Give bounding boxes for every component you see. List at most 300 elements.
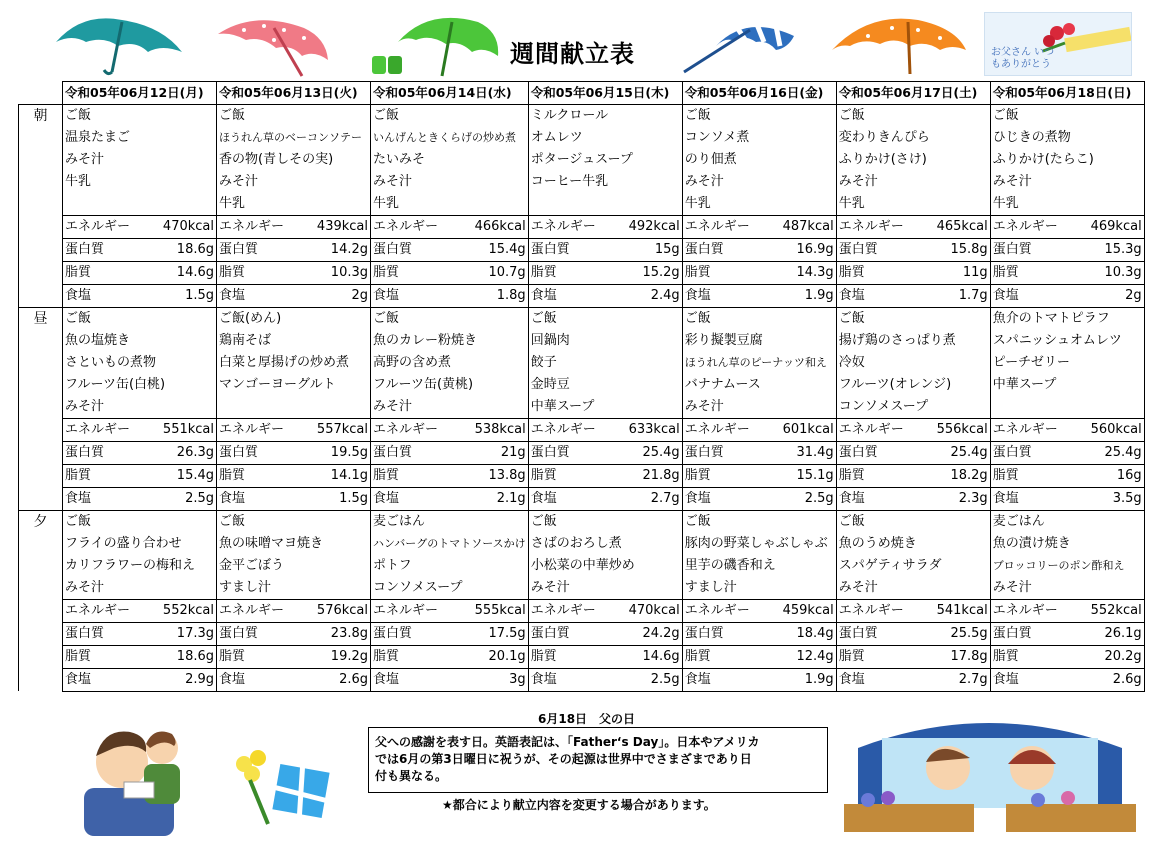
nutrient-value: 18.6g bbox=[147, 238, 217, 261]
nutrition-row bbox=[19, 668, 1145, 691]
nutrient-value: 14.2g bbox=[301, 238, 371, 261]
nutrient-value: 18.4g bbox=[766, 622, 836, 645]
nutrient-label: 脂質 bbox=[990, 464, 1074, 487]
dish-cell: 魚のうめ焼き bbox=[836, 533, 990, 555]
dish-cell: 魚のカレー粉焼き bbox=[371, 330, 529, 352]
nutrient-value: 2g bbox=[301, 284, 371, 307]
nutrient-value: 2.6g bbox=[301, 668, 371, 691]
nutrient-label: 食塩 bbox=[682, 284, 766, 307]
nutrient-label: 脂質 bbox=[371, 464, 457, 487]
nutrient-value: 2.9g bbox=[147, 668, 217, 691]
nutrient-value: 2.4g bbox=[612, 284, 682, 307]
nutrient-value: 2.5g bbox=[612, 668, 682, 691]
nutrient-label: 蛋白質 bbox=[990, 238, 1074, 261]
nutrient-value: 10.3g bbox=[301, 261, 371, 284]
dish-row bbox=[19, 307, 1145, 330]
event-message-line: 父への感謝を表す日。英語表記は、「Father‘s Day」。日本やアメリカ bbox=[375, 735, 760, 749]
dish-cell: ブロッコリーのポン酢和え bbox=[990, 555, 1144, 577]
nutrient-label: 蛋白質 bbox=[63, 441, 147, 464]
nutrient-value: 633kcal bbox=[612, 418, 682, 441]
umbrella-green-icon bbox=[368, 12, 504, 78]
event-message-line: では6月の第3日曜日に祝うが、その起源は世界中でさまざまであり日 bbox=[375, 752, 752, 766]
nutrient-label: エネルギー bbox=[528, 599, 612, 622]
nutrient-label: 食塩 bbox=[528, 668, 612, 691]
nutrient-label: 脂質 bbox=[63, 645, 147, 668]
nutrient-value: 21.8g bbox=[612, 464, 682, 487]
dish-cell: 白菜と厚揚げの炒め煮 bbox=[217, 352, 371, 374]
umbrella-orange-icon bbox=[828, 14, 970, 78]
nutrient-value: 25.4g bbox=[612, 441, 682, 464]
nutrient-value: 31.4g bbox=[766, 441, 836, 464]
event-message-line: 付も異なる。 bbox=[375, 769, 448, 783]
meal-label: 朝 bbox=[19, 104, 63, 307]
nutrient-label: 脂質 bbox=[990, 645, 1074, 668]
nutrient-label: 食塩 bbox=[836, 487, 920, 510]
nutrient-value: 492kcal bbox=[612, 215, 682, 238]
dish-cell: いんげんときくらげの炒め煮 bbox=[371, 127, 529, 149]
meal-label: 夕 bbox=[19, 510, 63, 691]
nutrient-label: 脂質 bbox=[836, 261, 920, 284]
header bbox=[0, 0, 1161, 80]
nutrient-label: エネルギー bbox=[528, 215, 612, 238]
nutrient-value: 470kcal bbox=[612, 599, 682, 622]
nutrient-label: 脂質 bbox=[528, 464, 612, 487]
nutrient-label: エネルギー bbox=[63, 599, 147, 622]
nutrient-label: 脂質 bbox=[528, 261, 612, 284]
dish-cell: 金平ごぼう bbox=[217, 555, 371, 577]
dish-cell: カリフラワーの梅和え bbox=[63, 555, 217, 577]
day-date-header: 令和05年06月17日(土) bbox=[836, 82, 990, 105]
dish-cell: ご飯 bbox=[371, 104, 529, 127]
nutrient-value: 576kcal bbox=[301, 599, 371, 622]
nutrient-label: 蛋白質 bbox=[63, 238, 147, 261]
nutrient-label: 脂質 bbox=[63, 464, 147, 487]
nutrient-value: 26.1g bbox=[1074, 622, 1144, 645]
dish-row bbox=[19, 555, 1145, 577]
nutrient-value: 19.5g bbox=[301, 441, 371, 464]
dish-cell: ご飯 bbox=[63, 510, 217, 533]
nutrient-label: 蛋白質 bbox=[836, 622, 920, 645]
banner-text: お父さん いつもありがとう bbox=[991, 47, 1055, 70]
nutrient-label: 脂質 bbox=[990, 261, 1074, 284]
day-date-header: 令和05年06月15日(木) bbox=[528, 82, 682, 105]
nutrient-label: エネルギー bbox=[836, 215, 920, 238]
nutrient-value: 2.1g bbox=[457, 487, 529, 510]
dish-cell: すまし汁 bbox=[682, 577, 836, 600]
dish-cell: のり佃煮 bbox=[682, 149, 836, 171]
dish-cell: 香の物(青しその実) bbox=[217, 149, 371, 171]
nutrient-label: エネルギー bbox=[217, 418, 301, 441]
nutrient-value: 1.5g bbox=[147, 284, 217, 307]
dish-cell: みそ汁 bbox=[528, 577, 682, 600]
nutrient-value: 21g bbox=[457, 441, 529, 464]
nutrient-value: 541kcal bbox=[920, 599, 990, 622]
dish-cell: 彩り擬製豆腐 bbox=[682, 330, 836, 352]
day-date-header: 令和05年06月16日(金) bbox=[682, 82, 836, 105]
dish-cell: ご飯 bbox=[682, 104, 836, 127]
dish-cell: 牛乳 bbox=[990, 193, 1144, 216]
nutrient-label: エネルギー bbox=[371, 599, 457, 622]
dish-row bbox=[19, 171, 1145, 193]
nutrient-label: エネルギー bbox=[528, 418, 612, 441]
dish-cell: ご飯 bbox=[63, 307, 217, 330]
nutrient-label: 食塩 bbox=[528, 284, 612, 307]
nutrient-value: 556kcal bbox=[920, 418, 990, 441]
dish-cell: オムレツ bbox=[528, 127, 682, 149]
dish-cell: みそ汁 bbox=[63, 396, 217, 419]
dish-cell: みそ汁 bbox=[836, 171, 990, 193]
nutrient-value: 15.8g bbox=[920, 238, 990, 261]
nutrient-label: エネルギー bbox=[682, 599, 766, 622]
nutrient-value: 10.3g bbox=[1074, 261, 1144, 284]
nutrition-row bbox=[19, 418, 1145, 441]
nutrient-value: 26.3g bbox=[147, 441, 217, 464]
nutrient-value: 16.9g bbox=[766, 238, 836, 261]
nutrient-label: 食塩 bbox=[371, 284, 457, 307]
fathers-day-banner bbox=[984, 12, 1132, 76]
nutrient-label: 蛋白質 bbox=[217, 622, 301, 645]
nutrient-value: 15.4g bbox=[457, 238, 529, 261]
nutrient-value: 469kcal bbox=[1074, 215, 1144, 238]
nutrient-label: エネルギー bbox=[682, 215, 766, 238]
nutrient-label: 食塩 bbox=[217, 284, 301, 307]
dish-cell: ご飯 bbox=[682, 307, 836, 330]
dish-row bbox=[19, 330, 1145, 352]
nutrient-value: 14.1g bbox=[301, 464, 371, 487]
event-message bbox=[368, 727, 828, 793]
nutrient-label: 食塩 bbox=[836, 668, 920, 691]
dish-cell: 変わりきんぴら bbox=[836, 127, 990, 149]
dish-cell: ハンバーグのトマトソースかけ bbox=[371, 533, 529, 555]
nutrient-label: 蛋白質 bbox=[990, 622, 1074, 645]
dish-cell: みそ汁 bbox=[371, 396, 529, 419]
dish-cell: みそ汁 bbox=[371, 171, 529, 193]
day-date-header: 令和05年06月18日(日) bbox=[990, 82, 1144, 105]
corner-cell bbox=[19, 82, 63, 105]
nutrient-value: 465kcal bbox=[920, 215, 990, 238]
dish-cell: コンソメ煮 bbox=[682, 127, 836, 149]
nutrient-label: エネルギー bbox=[990, 418, 1074, 441]
dish-cell: みそ汁 bbox=[63, 577, 217, 600]
nutrient-label: エネルギー bbox=[217, 599, 301, 622]
dish-cell: 牛乳 bbox=[217, 193, 371, 216]
nutrient-label: 蛋白質 bbox=[371, 238, 457, 261]
dish-cell: みそ汁 bbox=[990, 577, 1144, 600]
page-title: 週間献立表 bbox=[510, 40, 635, 68]
dish-cell: みそ汁 bbox=[63, 149, 217, 171]
nutrient-value: 2.5g bbox=[147, 487, 217, 510]
nutrient-value: 18.6g bbox=[147, 645, 217, 668]
dish-cell: コーヒー牛乳 bbox=[528, 171, 682, 193]
nutrition-row bbox=[19, 261, 1145, 284]
dish-cell: ピーチゼリー bbox=[990, 352, 1144, 374]
nutrient-value: 557kcal bbox=[301, 418, 371, 441]
nutrient-value: 551kcal bbox=[147, 418, 217, 441]
nutrient-value: 17.5g bbox=[457, 622, 529, 645]
nutrient-value: 601kcal bbox=[766, 418, 836, 441]
nutrient-value: 15.3g bbox=[1074, 238, 1144, 261]
nutrient-value: 552kcal bbox=[147, 599, 217, 622]
nutrient-value: 1.9g bbox=[766, 668, 836, 691]
nutrient-label: 食塩 bbox=[528, 487, 612, 510]
dish-cell: 高野の含め煮 bbox=[371, 352, 529, 374]
dish-cell: たいみそ bbox=[371, 149, 529, 171]
nutrient-label: エネルギー bbox=[990, 215, 1074, 238]
dish-cell: ご飯(めん) bbox=[217, 307, 371, 330]
nutrient-label: 蛋白質 bbox=[682, 441, 766, 464]
nutrient-label: 蛋白質 bbox=[63, 622, 147, 645]
day-date-header: 令和05年06月13日(火) bbox=[217, 82, 371, 105]
nutrient-value: 3g bbox=[457, 668, 529, 691]
nutrient-label: 脂質 bbox=[217, 261, 301, 284]
dish-cell: 牛乳 bbox=[63, 171, 217, 193]
nutrient-value: 2.5g bbox=[766, 487, 836, 510]
nutrient-label: 食塩 bbox=[990, 668, 1074, 691]
nutrient-value: 15g bbox=[612, 238, 682, 261]
nutrient-label: 蛋白質 bbox=[682, 238, 766, 261]
dish-cell: 里芋の磯香和え bbox=[682, 555, 836, 577]
dish-cell: 豚肉の野菜しゃぶしゃぶ bbox=[682, 533, 836, 555]
nutrient-label: 蛋白質 bbox=[217, 441, 301, 464]
dish-cell: ミルクロール bbox=[528, 104, 682, 127]
nutrient-label: エネルギー bbox=[836, 418, 920, 441]
nutrient-label: 蛋白質 bbox=[990, 441, 1074, 464]
nutrition-row bbox=[19, 464, 1145, 487]
dish-cell: 鶏南そば bbox=[217, 330, 371, 352]
nutrient-value: 17.8g bbox=[920, 645, 990, 668]
nutrient-label: 食塩 bbox=[990, 487, 1074, 510]
nutrient-value: 11g bbox=[920, 261, 990, 284]
dish-cell: 牛乳 bbox=[836, 193, 990, 216]
dish-row bbox=[19, 352, 1145, 374]
nutrient-value: 14.3g bbox=[766, 261, 836, 284]
nutrient-label: 蛋白質 bbox=[371, 622, 457, 645]
nutrient-label: 脂質 bbox=[63, 261, 147, 284]
dish-cell: ご飯 bbox=[528, 307, 682, 330]
nutrient-value: 2.7g bbox=[920, 668, 990, 691]
nutrient-label: 脂質 bbox=[528, 645, 612, 668]
dish-cell: みそ汁 bbox=[682, 396, 836, 419]
meal-label: 昼 bbox=[19, 307, 63, 510]
nutrient-label: 脂質 bbox=[217, 645, 301, 668]
nutrient-value: 15.1g bbox=[766, 464, 836, 487]
nutrient-value: 2.7g bbox=[612, 487, 682, 510]
dish-cell: 魚の塩焼き bbox=[63, 330, 217, 352]
nutrient-label: 食塩 bbox=[63, 284, 147, 307]
nutrient-label: 脂質 bbox=[836, 464, 920, 487]
nutrient-value: 25.4g bbox=[920, 441, 990, 464]
nutrient-label: 蛋白質 bbox=[217, 238, 301, 261]
dish-cell: スパニッシュオムレツ bbox=[990, 330, 1144, 352]
nutrient-label: 脂質 bbox=[371, 261, 457, 284]
dish-cell: 餃子 bbox=[528, 352, 682, 374]
dish-cell: すまし汁 bbox=[217, 577, 371, 600]
nutrient-label: 食塩 bbox=[371, 487, 457, 510]
nutrition-row bbox=[19, 238, 1145, 261]
nutrient-label: 食塩 bbox=[682, 487, 766, 510]
nutrition-row bbox=[19, 441, 1145, 464]
nutrient-label: エネルギー bbox=[990, 599, 1074, 622]
dish-cell: 金時豆 bbox=[528, 374, 682, 396]
dish-cell: ご飯 bbox=[217, 104, 371, 127]
dish-cell: コンソメスープ bbox=[836, 396, 990, 419]
nutrient-value: 2g bbox=[1074, 284, 1144, 307]
dish-cell: ひじきの煮物 bbox=[990, 127, 1144, 149]
nutrient-value: 3.5g bbox=[1074, 487, 1144, 510]
nutrient-label: 蛋白質 bbox=[836, 441, 920, 464]
dish-row bbox=[19, 127, 1145, 149]
nutrient-value: 466kcal bbox=[457, 215, 529, 238]
nutrient-label: 蛋白質 bbox=[371, 441, 457, 464]
dish-cell: 牛乳 bbox=[682, 193, 836, 216]
nutrient-value: 14.6g bbox=[612, 645, 682, 668]
nutrient-label: 蛋白質 bbox=[836, 238, 920, 261]
nutrient-value: 18.2g bbox=[920, 464, 990, 487]
dish-cell bbox=[63, 193, 217, 216]
nutrition-row bbox=[19, 622, 1145, 645]
nutrient-value: 552kcal bbox=[1074, 599, 1144, 622]
umbrella-teal-icon bbox=[52, 12, 186, 76]
nutrient-label: 食塩 bbox=[836, 284, 920, 307]
nutrient-label: 食塩 bbox=[63, 668, 147, 691]
dish-row bbox=[19, 193, 1145, 216]
nutrition-row bbox=[19, 284, 1145, 307]
nutrient-label: 脂質 bbox=[371, 645, 457, 668]
dish-cell: ご飯 bbox=[990, 104, 1144, 127]
dish-row bbox=[19, 149, 1145, 171]
nutrient-label: エネルギー bbox=[836, 599, 920, 622]
dish-cell: ご飯 bbox=[528, 510, 682, 533]
nutrition-row bbox=[19, 487, 1145, 510]
nutrient-value: 25.4g bbox=[1074, 441, 1144, 464]
dish-cell: ふりかけ(さけ) bbox=[836, 149, 990, 171]
nutrient-label: 脂質 bbox=[217, 464, 301, 487]
dish-cell: フライの盛り合わせ bbox=[63, 533, 217, 555]
dish-cell bbox=[217, 396, 371, 419]
dish-cell: ご飯 bbox=[371, 307, 529, 330]
nutrient-label: 食塩 bbox=[371, 668, 457, 691]
umbrella-pink-icon bbox=[214, 14, 334, 78]
day-date-header: 令和05年06月12日(月) bbox=[63, 82, 217, 105]
dish-cell: マンゴーヨーグルト bbox=[217, 374, 371, 396]
nutrient-value: 15.4g bbox=[147, 464, 217, 487]
dish-cell: 回鍋肉 bbox=[528, 330, 682, 352]
dish-cell: 麦ごはん bbox=[371, 510, 529, 533]
nutrient-value: 2.6g bbox=[1074, 668, 1144, 691]
nutrient-label: 蛋白質 bbox=[528, 238, 612, 261]
nutrient-label: エネルギー bbox=[371, 418, 457, 441]
dish-cell: バナナムース bbox=[682, 374, 836, 396]
nutrient-label: エネルギー bbox=[217, 215, 301, 238]
nutrient-value: 15.2g bbox=[612, 261, 682, 284]
nutrition-row bbox=[19, 599, 1145, 622]
nutrient-value: 13.8g bbox=[457, 464, 529, 487]
nutrient-value: 2.3g bbox=[920, 487, 990, 510]
nutrient-value: 1.9g bbox=[766, 284, 836, 307]
dish-cell: 小松菜の中華炒め bbox=[528, 555, 682, 577]
nutrient-label: エネルギー bbox=[682, 418, 766, 441]
dish-cell: 魚介のトマトピラフ bbox=[990, 307, 1144, 330]
dish-cell bbox=[990, 396, 1144, 419]
dish-cell: フルーツ缶(白桃) bbox=[63, 374, 217, 396]
nutrient-label: 脂質 bbox=[682, 645, 766, 668]
nutrient-value: 20.1g bbox=[457, 645, 529, 668]
nutrient-label: 脂質 bbox=[682, 464, 766, 487]
nutrient-label: エネルギー bbox=[63, 418, 147, 441]
nutrient-value: 470kcal bbox=[147, 215, 217, 238]
nutrient-label: 蛋白質 bbox=[528, 441, 612, 464]
nutrient-value: 12.4g bbox=[766, 645, 836, 668]
nutrient-value: 487kcal bbox=[766, 215, 836, 238]
dish-cell: 冷奴 bbox=[836, 352, 990, 374]
nutrient-label: 蛋白質 bbox=[682, 622, 766, 645]
nutrient-value: 1.8g bbox=[457, 284, 529, 307]
nutrient-label: 脂質 bbox=[682, 261, 766, 284]
nutrient-label: 蛋白質 bbox=[528, 622, 612, 645]
dish-cell: 牛乳 bbox=[371, 193, 529, 216]
nutrient-value: 16g bbox=[1074, 464, 1144, 487]
dish-cell: スパゲティサラダ bbox=[836, 555, 990, 577]
dish-cell: みそ汁 bbox=[990, 171, 1144, 193]
nutrition-row bbox=[19, 645, 1145, 668]
dish-cell: 中華スープ bbox=[528, 396, 682, 419]
nutrient-value: 439kcal bbox=[301, 215, 371, 238]
dish-cell: 麦ごはん bbox=[990, 510, 1144, 533]
dish-cell: ふりかけ(たらこ) bbox=[990, 149, 1144, 171]
dish-cell: ご飯 bbox=[682, 510, 836, 533]
nutrient-label: 脂質 bbox=[836, 645, 920, 668]
dish-cell: みそ汁 bbox=[217, 171, 371, 193]
dish-cell: 魚の漬け焼き bbox=[990, 533, 1144, 555]
dish-row bbox=[19, 577, 1145, 600]
dish-cell: 温泉たまご bbox=[63, 127, 217, 149]
flowers-gift-illustration bbox=[224, 744, 334, 836]
nutrient-label: エネルギー bbox=[371, 215, 457, 238]
dish-row bbox=[19, 533, 1145, 555]
nutrient-value: 1.7g bbox=[920, 284, 990, 307]
nutrient-value: 17.3g bbox=[147, 622, 217, 645]
nutrient-value: 25.5g bbox=[920, 622, 990, 645]
dish-cell: コンソメスープ bbox=[371, 577, 529, 600]
dish-cell: ご飯 bbox=[836, 510, 990, 533]
dish-cell: ご飯 bbox=[217, 510, 371, 533]
nutrient-value: 10.7g bbox=[457, 261, 529, 284]
day-date-header: 令和05年06月14日(水) bbox=[371, 82, 529, 105]
children-window-illustration bbox=[838, 708, 1142, 838]
dish-cell: フルーツ缶(黄桃) bbox=[371, 374, 529, 396]
dish-cell: ご飯 bbox=[836, 307, 990, 330]
nutrition-row bbox=[19, 215, 1145, 238]
dish-cell: 揚げ鶏のさっぱり煮 bbox=[836, 330, 990, 352]
dish-cell: ご飯 bbox=[63, 104, 217, 127]
umbrella-blue-icon bbox=[676, 16, 800, 76]
nutrient-value: 459kcal bbox=[766, 599, 836, 622]
dish-cell: 魚の味噌マヨ焼き bbox=[217, 533, 371, 555]
nutrient-label: 食塩 bbox=[217, 487, 301, 510]
dish-cell: みそ汁 bbox=[836, 577, 990, 600]
nutrient-value: 14.6g bbox=[147, 261, 217, 284]
nutrient-value: 1.5g bbox=[301, 487, 371, 510]
father-child-illustration bbox=[74, 708, 194, 836]
dish-row bbox=[19, 510, 1145, 533]
dish-cell: フルーツ(オレンジ) bbox=[836, 374, 990, 396]
nutrient-label: 食塩 bbox=[217, 668, 301, 691]
dish-row bbox=[19, 374, 1145, 396]
nutrient-value: 20.2g bbox=[1074, 645, 1144, 668]
dish-cell: ポトフ bbox=[371, 555, 529, 577]
dish-cell bbox=[528, 193, 682, 216]
dish-cell: さばのおろし煮 bbox=[528, 533, 682, 555]
